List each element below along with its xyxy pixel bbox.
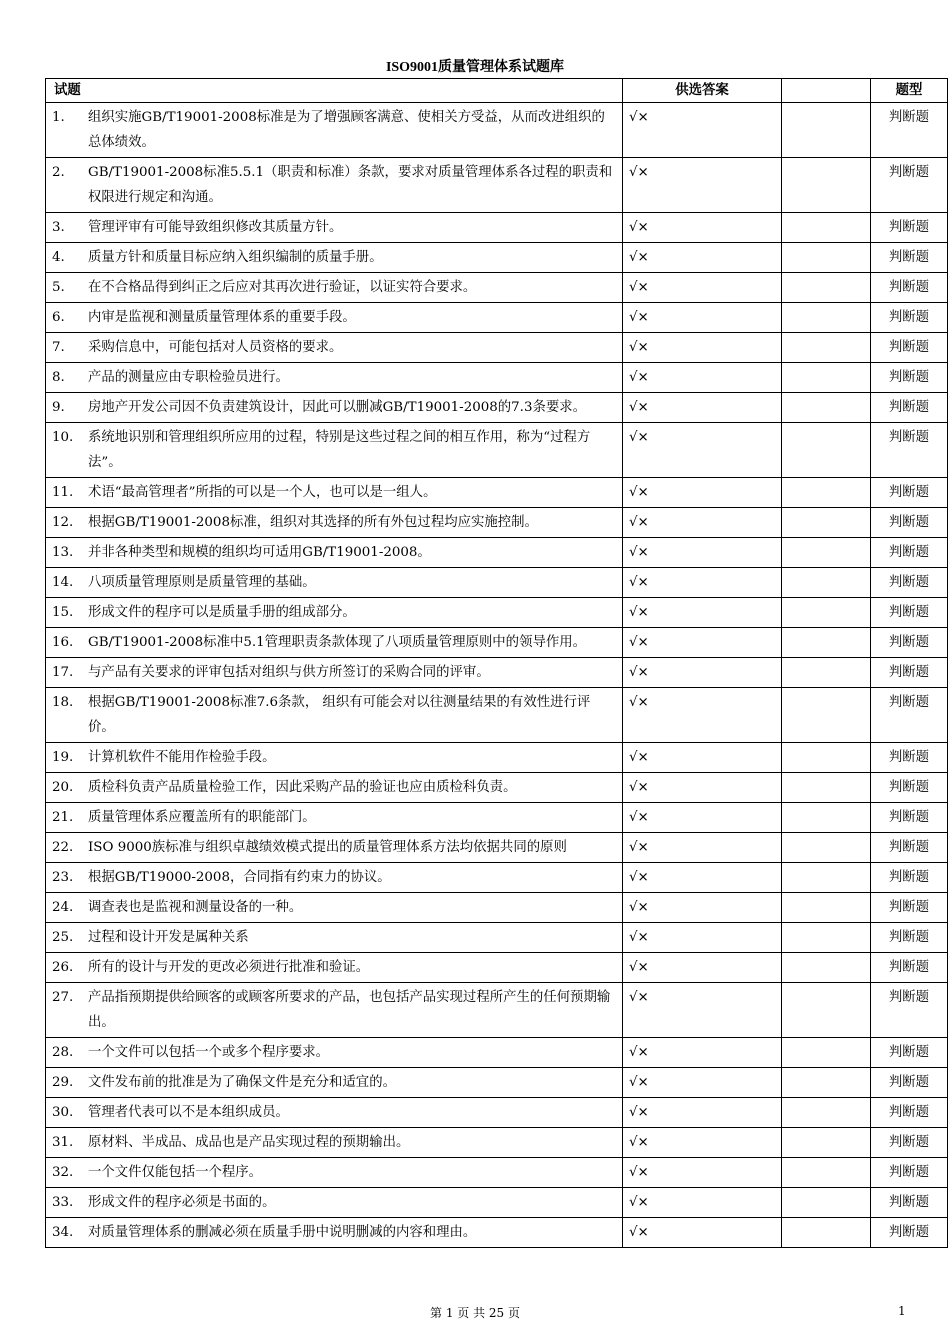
question-text: 房地产开发公司因不负责建筑设计，因此可以删减GB/T19001-2008的7.3条要求。 (88, 400, 587, 415)
question-type: 判断题 (871, 303, 948, 333)
question-text: 系统地识别和管理组织所应用的过程，特别是这些过程之间的相互作用，称为“过程方法”。 (88, 430, 591, 470)
table-row (46, 243, 948, 273)
question-number: 21. (52, 810, 74, 825)
question-wrap (52, 510, 616, 535)
blank-cell (782, 393, 871, 423)
question-type: 判断题 (871, 103, 948, 158)
blank-cell (782, 1038, 871, 1068)
question-number: 18. (52, 695, 74, 710)
blank-cell (782, 158, 871, 213)
question-number: 1. (52, 110, 65, 125)
page-info: 第 1 页 共 25 页 (430, 1306, 520, 1320)
answer-options: √× (623, 1038, 782, 1068)
question-wrap (52, 1070, 616, 1095)
page-number: 1 (898, 1304, 906, 1318)
table-row (46, 568, 948, 598)
table-row (46, 273, 948, 303)
question-type: 判断题 (871, 893, 948, 923)
question-type: 判断题 (871, 598, 948, 628)
table-row (46, 1068, 948, 1098)
answer-options: √× (623, 803, 782, 833)
answer-options: √× (623, 1218, 782, 1248)
question-text: ISO 9000族标准与组织卓越绩效模式提出的质量管理体系方法均依据共同的原则 (88, 840, 567, 855)
question-number: 29. (52, 1075, 74, 1090)
question-cell (46, 893, 623, 923)
question-text: 与产品有关要求的评审包括对组织与供方所签订的采购合同的评审。 (88, 665, 490, 680)
question-number: 20. (52, 780, 74, 795)
table-header-row (46, 79, 948, 103)
table-row (46, 803, 948, 833)
blank-cell (782, 363, 871, 393)
question-cell (46, 688, 623, 743)
answer-options: √× (623, 688, 782, 743)
question-text: 文件发布前的批准是为了确保文件是充分和适宜的。 (88, 1075, 396, 1090)
question-text: GB/T19001-2008标准5.5.1（职责和标准）条款，要求对质量管理体系各过程的职责和权限进行规定和沟通。 (88, 165, 613, 205)
answer-options: √× (623, 538, 782, 568)
question-type: 判断题 (871, 538, 948, 568)
answer-options: √× (623, 833, 782, 863)
answer-options: √× (623, 743, 782, 773)
question-text: 产品的测量应由专职检验员进行。 (88, 370, 289, 385)
question-text: 管理者代表可以不是本组织成员。 (88, 1105, 289, 1120)
question-wrap (52, 1220, 616, 1245)
question-cell (46, 628, 623, 658)
question-type: 判断题 (871, 478, 948, 508)
question-text: 并非各种类型和规模的组织均可适用GB/T19001-2008。 (88, 545, 431, 560)
question-cell (46, 1188, 623, 1218)
answer-options: √× (623, 628, 782, 658)
blank-cell (782, 983, 871, 1038)
blank-cell (782, 423, 871, 478)
blank-cell (782, 213, 871, 243)
blank-cell (782, 478, 871, 508)
question-number: 16. (52, 635, 74, 650)
question-cell (46, 568, 623, 598)
question-number: 13. (52, 545, 74, 560)
question-type: 判断题 (871, 1188, 948, 1218)
question-cell (46, 1098, 623, 1128)
question-type: 判断题 (871, 273, 948, 303)
blank-cell (782, 893, 871, 923)
question-type: 判断题 (871, 508, 948, 538)
question-wrap (52, 1100, 616, 1125)
question-type: 判断题 (871, 158, 948, 213)
question-type: 判断题 (871, 393, 948, 423)
question-wrap (52, 775, 616, 800)
table-row (46, 983, 948, 1038)
table-row (46, 333, 948, 363)
blank-cell (782, 743, 871, 773)
question-number: 6. (52, 310, 65, 325)
question-text: 内审是监视和测量质量管理体系的重要手段。 (88, 310, 356, 325)
question-text: 根据GB/T19000-2008，合同指有约束力的协议。 (88, 870, 391, 885)
question-wrap (52, 480, 616, 505)
answer-options: √× (623, 1188, 782, 1218)
table-row (46, 1158, 948, 1188)
question-wrap (52, 630, 616, 655)
question-type: 判断题 (871, 688, 948, 743)
question-text: 组织实施GB/T19001-2008标准是为了增强顾客满意、使相关方受益，从而改进组织的总体绩效。 (88, 110, 605, 150)
answer-options: √× (623, 1068, 782, 1098)
answer-options: √× (623, 213, 782, 243)
question-type: 判断题 (871, 628, 948, 658)
blank-cell (782, 1158, 871, 1188)
question-number: 33. (52, 1195, 74, 1210)
question-type: 判断题 (871, 363, 948, 393)
table-row (46, 393, 948, 423)
question-cell (46, 863, 623, 893)
answer-options: √× (623, 333, 782, 363)
question-wrap (52, 160, 616, 210)
table-row (46, 103, 948, 158)
table-row (46, 1038, 948, 1068)
question-wrap (52, 215, 616, 240)
question-type: 判断题 (871, 1038, 948, 1068)
question-wrap (52, 425, 616, 475)
question-type: 判断题 (871, 1128, 948, 1158)
question-wrap (52, 895, 616, 920)
question-wrap (52, 1160, 616, 1185)
question-cell (46, 743, 623, 773)
question-cell (46, 833, 623, 863)
answer-options: √× (623, 923, 782, 953)
question-type: 判断题 (871, 423, 948, 478)
table-row (46, 508, 948, 538)
question-cell (46, 1038, 623, 1068)
question-text: 所有的设计与开发的更改必须进行批准和验证。 (88, 960, 370, 975)
question-wrap (52, 1190, 616, 1215)
question-text: 产品指预期提供给顾客的或顾客所要求的产品，也包括产品实现过程所产生的任何预期输出。 (88, 990, 611, 1030)
question-cell (46, 1158, 623, 1188)
blank-cell (782, 923, 871, 953)
answer-options: √× (623, 893, 782, 923)
question-text: 形成文件的程序可以是质量手册的组成部分。 (88, 605, 356, 620)
question-number: 26. (52, 960, 74, 975)
question-text: 过程和设计开发是属种关系 (88, 930, 249, 945)
document-title: ISO9001质量管理体系试题库 (385, 60, 565, 75)
table-row (46, 538, 948, 568)
question-text: 对质量管理体系的删减必须在质量手册中说明删减的内容和理由。 (88, 1225, 477, 1240)
answer-options: √× (623, 158, 782, 213)
question-cell (46, 953, 623, 983)
answer-options: √× (623, 983, 782, 1038)
answer-options: √× (623, 508, 782, 538)
question-text: 质量方针和质量目标应纳入组织编制的质量手册。 (88, 250, 383, 265)
answer-options: √× (623, 773, 782, 803)
answer-options: √× (623, 393, 782, 423)
answer-options: √× (623, 478, 782, 508)
question-cell (46, 103, 623, 158)
question-type: 判断题 (871, 333, 948, 363)
question-cell (46, 478, 623, 508)
question-type: 判断题 (871, 803, 948, 833)
table-row (46, 773, 948, 803)
question-number: 15. (52, 605, 74, 620)
question-number: 19. (52, 750, 74, 765)
answer-options: √× (623, 103, 782, 158)
blank-cell (782, 833, 871, 863)
blank-cell (782, 1098, 871, 1128)
question-type: 判断题 (871, 658, 948, 688)
blank-cell (782, 243, 871, 273)
question-cell (46, 243, 623, 273)
question-type: 判断题 (871, 863, 948, 893)
question-cell (46, 1218, 623, 1248)
question-cell (46, 158, 623, 213)
question-wrap (52, 660, 616, 685)
answer-options: √× (623, 1158, 782, 1188)
question-number: 24. (52, 900, 74, 915)
question-cell (46, 803, 623, 833)
question-text: 计算机软件不能用作检验手段。 (88, 750, 276, 765)
question-wrap (52, 245, 616, 270)
question-cell (46, 303, 623, 333)
header-question: 试题 (46, 79, 623, 103)
question-number: 22. (52, 840, 74, 855)
question-number: 9. (52, 400, 65, 415)
table-row (46, 1098, 948, 1128)
table-row (46, 953, 948, 983)
question-cell (46, 983, 623, 1038)
table-row (46, 158, 948, 213)
table-row (46, 688, 948, 743)
question-cell (46, 363, 623, 393)
question-wrap (52, 395, 616, 420)
table-row (46, 213, 948, 243)
blank-cell (782, 628, 871, 658)
answer-options: √× (623, 863, 782, 893)
blank-cell (782, 688, 871, 743)
question-type: 判断题 (871, 1068, 948, 1098)
question-wrap (52, 985, 616, 1035)
question-type: 判断题 (871, 1218, 948, 1248)
question-type: 判断题 (871, 243, 948, 273)
question-type: 判断题 (871, 983, 948, 1038)
blank-cell (782, 568, 871, 598)
table-row (46, 478, 948, 508)
question-wrap (52, 1040, 616, 1065)
question-type: 判断题 (871, 568, 948, 598)
question-wrap (52, 955, 616, 980)
table-row (46, 1188, 948, 1218)
question-number: 3. (52, 220, 65, 235)
answer-options: √× (623, 658, 782, 688)
question-type: 判断题 (871, 953, 948, 983)
answer-options: √× (623, 1128, 782, 1158)
question-number: 23. (52, 870, 74, 885)
question-text: 根据GB/T19001-2008标准7.6条款， 组织有可能会对以往测量结果的有效性进行评价。 (88, 695, 591, 735)
question-type: 判断题 (871, 1098, 948, 1128)
question-text: 术语“最高管理者”所指的可以是一个人，也可以是一组人。 (88, 485, 437, 500)
question-wrap (52, 335, 616, 360)
question-number: 28. (52, 1045, 74, 1060)
question-text: 一个文件仅能包括一个程序。 (88, 1165, 263, 1180)
answer-options: √× (623, 568, 782, 598)
blank-cell (782, 863, 871, 893)
header-type: 题型 (871, 79, 948, 103)
question-wrap (52, 835, 616, 860)
question-wrap (52, 865, 616, 890)
question-number: 5. (52, 280, 65, 295)
blank-cell (782, 1128, 871, 1158)
question-cell (46, 658, 623, 688)
question-text: 根据GB/T19001-2008标准，组织对其选择的所有外包过程均应实施控制。 (88, 515, 538, 530)
question-wrap (52, 745, 616, 770)
blank-cell (782, 658, 871, 688)
question-cell (46, 333, 623, 363)
question-cell (46, 1128, 623, 1158)
blank-cell (782, 598, 871, 628)
question-type: 判断题 (871, 773, 948, 803)
table-row (46, 893, 948, 923)
question-number: 10. (52, 430, 74, 445)
question-type: 判断题 (871, 833, 948, 863)
question-wrap (52, 305, 616, 330)
question-number: 30. (52, 1105, 74, 1120)
answer-options: √× (623, 303, 782, 333)
question-cell (46, 1068, 623, 1098)
question-number: 8. (52, 370, 65, 385)
table-row (46, 1218, 948, 1248)
table-row (46, 303, 948, 333)
question-type: 判断题 (871, 1158, 948, 1188)
question-number: 14. (52, 575, 74, 590)
blank-cell (782, 803, 871, 833)
blank-cell (782, 303, 871, 333)
table-row (46, 598, 948, 628)
answer-options: √× (623, 423, 782, 478)
question-number: 34. (52, 1225, 74, 1240)
table-row (46, 863, 948, 893)
question-number: 17. (52, 665, 74, 680)
blank-cell (782, 508, 871, 538)
question-cell (46, 423, 623, 478)
question-text: 在不合格品得到纠正之后应对其再次进行验证，以证实符合要求。 (88, 280, 477, 295)
table-row (46, 923, 948, 953)
question-number: 4. (52, 250, 65, 265)
question-number: 25. (52, 930, 74, 945)
blank-cell (782, 1218, 871, 1248)
question-wrap (52, 1130, 616, 1155)
blank-cell (782, 773, 871, 803)
blank-cell (782, 103, 871, 158)
question-number: 32. (52, 1165, 74, 1180)
table-row (46, 1128, 948, 1158)
question-wrap (52, 365, 616, 390)
question-wrap (52, 540, 616, 565)
answer-options: √× (623, 363, 782, 393)
question-text: 质检科负责产品质量检验工作，因此采购产品的验证也应由质检科负责。 (88, 780, 517, 795)
question-cell (46, 538, 623, 568)
blank-cell (782, 273, 871, 303)
question-number: 27. (52, 990, 74, 1005)
question-wrap (52, 690, 616, 740)
question-wrap (52, 925, 616, 950)
question-cell (46, 213, 623, 243)
header-options: 供选答案 (623, 79, 782, 103)
answer-options: √× (623, 1098, 782, 1128)
question-text: 管理评审有可能导致组织修改其质量方针。 (88, 220, 343, 235)
question-table (45, 78, 948, 1248)
question-wrap (52, 805, 616, 830)
answer-options: √× (623, 598, 782, 628)
answer-options: √× (623, 953, 782, 983)
table-row (46, 363, 948, 393)
question-cell (46, 273, 623, 303)
question-text: 调查表也是监视和测量设备的一种。 (88, 900, 303, 915)
question-number: 7. (52, 340, 65, 355)
blank-cell (782, 953, 871, 983)
question-number: 31. (52, 1135, 74, 1150)
question-text: GB/T19001-2008标准中5.1管理职责条款体现了八项质量管理原则中的领导作用。 (88, 635, 587, 650)
question-text: 质量管理体系应覆盖所有的职能部门。 (88, 810, 316, 825)
blank-cell (782, 1068, 871, 1098)
answer-options: √× (623, 273, 782, 303)
question-number: 12. (52, 515, 74, 530)
question-type: 判断题 (871, 743, 948, 773)
table-row (46, 628, 948, 658)
question-wrap (52, 570, 616, 595)
question-text: 形成文件的程序必须是书面的。 (88, 1195, 276, 1210)
question-type: 判断题 (871, 923, 948, 953)
blank-cell (782, 1188, 871, 1218)
question-cell (46, 923, 623, 953)
question-cell (46, 598, 623, 628)
question-wrap (52, 600, 616, 625)
question-cell (46, 508, 623, 538)
table-row (46, 833, 948, 863)
question-cell (46, 393, 623, 423)
blank-cell (782, 333, 871, 363)
question-wrap (52, 275, 616, 300)
header-blank (782, 79, 871, 103)
question-number: 11. (52, 485, 74, 500)
blank-cell (782, 538, 871, 568)
question-text: 采购信息中，可能包括对人员资格的要求。 (88, 340, 343, 355)
question-type: 判断题 (871, 213, 948, 243)
question-wrap (52, 105, 616, 155)
question-number: 2. (52, 165, 65, 180)
table-row (46, 743, 948, 773)
table-row (46, 423, 948, 478)
question-text: 八项质量管理原则是质量管理的基础。 (88, 575, 316, 590)
question-cell (46, 773, 623, 803)
question-text: 一个文件可以包括一个或多个程序要求。 (88, 1045, 330, 1060)
table-row (46, 658, 948, 688)
answer-options: √× (623, 243, 782, 273)
question-text: 原材料、半成品、成品也是产品实现过程的预期输出。 (88, 1135, 410, 1150)
